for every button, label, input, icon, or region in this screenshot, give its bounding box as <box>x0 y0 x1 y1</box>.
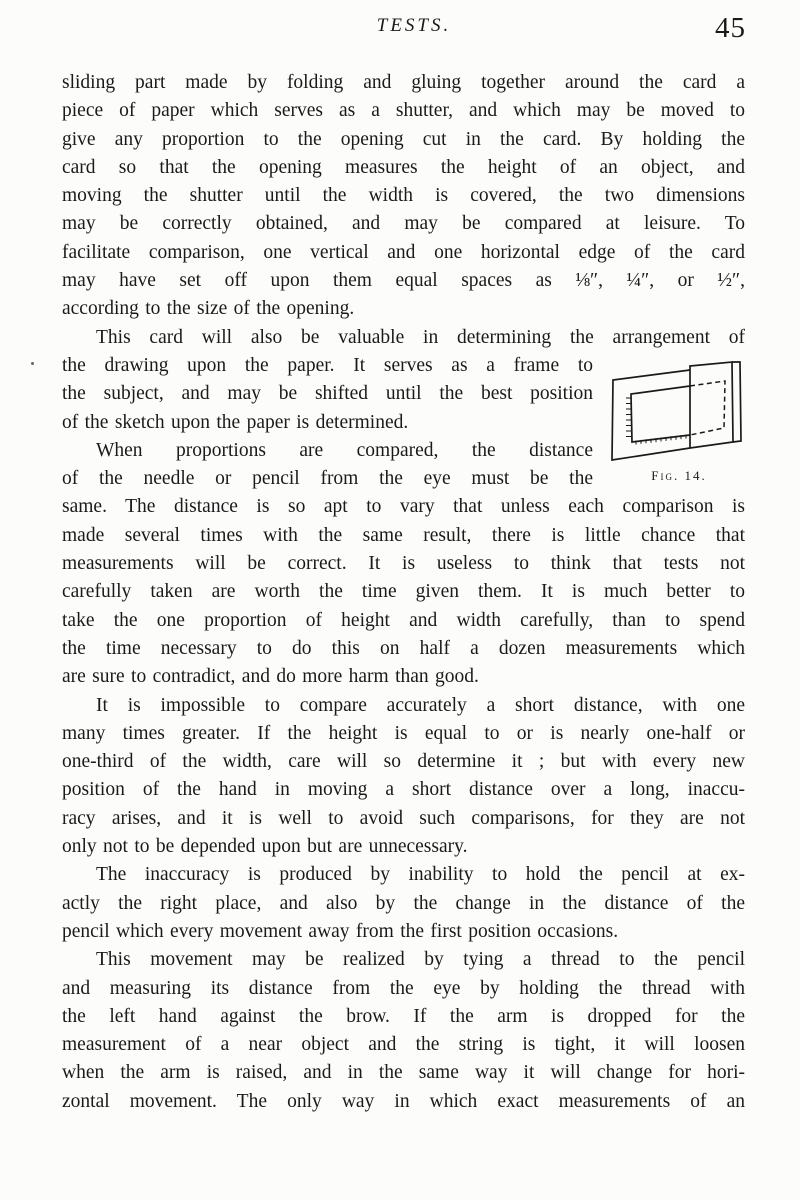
text-line: carefully taken are worth the time given them. It is much better to <box>62 581 745 603</box>
text-line: may have set off upon them equal spaces as ⅛″, ¼″, or ½″, <box>62 270 745 292</box>
text-line: the time necessary to do this on half a dozen measurements which <box>62 637 745 659</box>
text-line: and measuring its distance from the eye by holding the thread with <box>62 977 745 999</box>
text-line: card so that the opening measures the height of an object, and <box>62 156 745 178</box>
text-line: the subject, and may be shifted until the best position <box>62 383 593 405</box>
text-line: This movement may be realized by tying a thread to the pencil <box>96 949 745 971</box>
text-line: measurements will be correct. It is useless to think that tests not <box>62 553 745 575</box>
text-line: when the arm is raised, and in the same way it will change for hori- <box>62 1062 745 1084</box>
opening-outline <box>631 386 690 442</box>
text-line: one-third of the width, care will so determine it ; but with every new <box>62 751 745 773</box>
left-edge-ticks <box>626 398 631 437</box>
card-outline <box>612 370 690 460</box>
text-line: piece of paper which serves as a shutter, and which may be moved to <box>62 100 745 122</box>
card-shutter-diagram-image <box>599 358 759 465</box>
text-line: zontal movement. The only way in which exact measurements of an <box>62 1090 745 1112</box>
text-line: position of the hand in moving a short distance over a long, inaccu- <box>62 779 745 801</box>
figure-caption: Fig. 14. <box>651 468 707 483</box>
text-line: actly the right place, and also by the change in the distance of the <box>62 892 745 914</box>
text-line: measurement of a near object and the string is tight, it will loosen <box>62 1034 745 1056</box>
text-line: When proportions are compared, the distance <box>96 439 593 461</box>
figure-14 <box>599 358 759 484</box>
text-line: The inaccuracy is produced by inability to hold the pencil at ex- <box>96 864 745 886</box>
text-line: are sure to contradict, and do more harm than good. <box>62 666 479 688</box>
text-line: according to the size of the opening. <box>62 298 355 320</box>
text-line: take the one proportion of height and width carefully, than to spend <box>62 609 745 631</box>
body-text <box>62 69 745 1116</box>
text-line: sliding part made by folding and gluing together around the card a <box>62 72 745 93</box>
text-line: racy arises, and it is well to avoid such comparisons, for they are not <box>62 807 745 829</box>
text-line: give any proportion to the opening cut in the card. By holding the <box>62 128 745 150</box>
paragraph <box>62 69 745 324</box>
page-number: 45 <box>715 12 746 44</box>
text-line: the left hand against the brow. If the arm is dropped for the <box>62 1005 745 1027</box>
scan-artifact-dot <box>31 362 34 365</box>
paragraph <box>62 861 745 946</box>
paragraph <box>62 946 745 1116</box>
hidden-opening-dashed <box>690 381 725 435</box>
text-line: of the sketch upon the paper is determined. <box>62 411 409 433</box>
text-line: moving the shutter until the width is covered, the two dimensions <box>62 185 745 207</box>
shutter-outline <box>690 362 733 448</box>
text-line: This card will also be valuable in determining the arrangement of <box>96 326 745 348</box>
text-line: It is impossible to compare accurately a short distance, with one <box>96 694 745 716</box>
paragraph <box>62 692 745 862</box>
text-line: only not to be depended upon but are unnecessary. <box>62 836 468 858</box>
text-line: the drawing upon the paper. It serves as a frame to <box>62 354 593 376</box>
text-line: of the needle or pencil from the eye must be the <box>62 468 593 490</box>
text-line: made several times with the same result, there is little chance that <box>62 524 745 546</box>
text-line: many times greater. If the height is equal to or is nearly one-half or <box>62 722 745 744</box>
running-head <box>0 15 800 37</box>
text-line: same. The distance is so apt to vary that unless each comparison is <box>62 496 745 518</box>
text-line: may be correctly obtained, and may be compared at leisure. To <box>62 213 745 235</box>
text-line: pencil which every movement away from the first position occasions. <box>62 920 619 942</box>
text-line: facilitate comparison, one vertical and one horizontal edge of the card <box>62 241 745 263</box>
running-title: TESTS. <box>376 15 452 36</box>
